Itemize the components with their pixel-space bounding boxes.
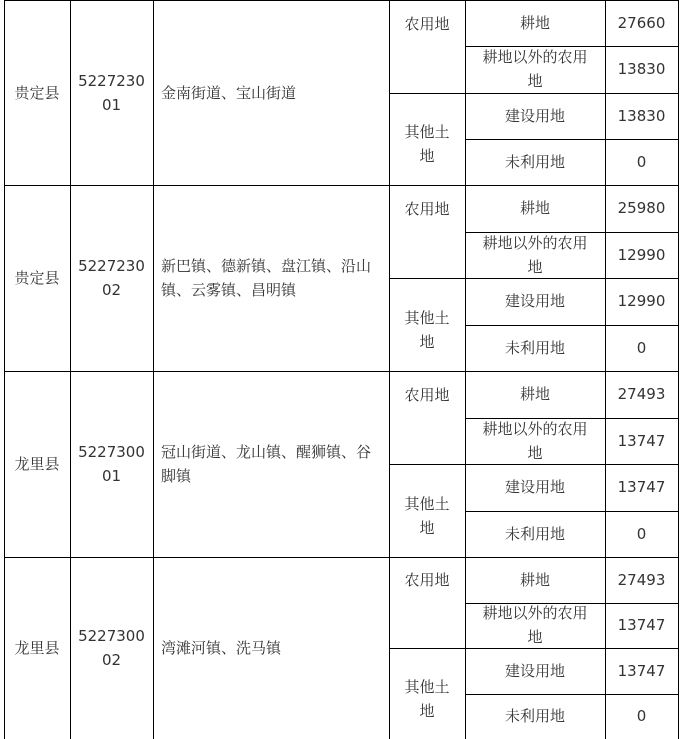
value-cultivated-text: 25980 — [617, 199, 666, 218]
column-border — [678, 0, 679, 739]
value-construction-text: 13747 — [617, 478, 666, 497]
subcategory-unused — [465, 511, 605, 558]
land-price-table — [4, 0, 682, 739]
subcategory-construction — [465, 464, 605, 511]
value-unused — [605, 511, 678, 558]
value-non-cultivated-agri — [605, 46, 678, 92]
subcategory-cultivated — [465, 185, 605, 232]
column-border — [4, 0, 5, 739]
subcategory-non-cultivated-agri — [465, 46, 605, 92]
subcategory-construction — [465, 278, 605, 325]
subcategory-unused — [465, 694, 605, 739]
subcategory-unused — [465, 325, 605, 372]
sub-divider — [465, 46, 679, 47]
subcategory-cultivated-text: 耕地 — [519, 385, 550, 404]
sub-divider — [465, 603, 679, 604]
value-non-cultivated-agri — [605, 603, 678, 649]
value-cultivated — [605, 0, 678, 46]
value-cultivated — [605, 371, 678, 418]
value-construction-text: 12990 — [617, 292, 666, 311]
subcategory-cultivated-text: 耕地 — [519, 14, 550, 33]
category-agricultural — [389, 0, 465, 93]
sub-divider — [465, 694, 679, 695]
value-unused-text: 0 — [636, 524, 647, 543]
subcategory-unused-text: 未利用地 — [504, 152, 565, 171]
value-unused — [605, 325, 678, 372]
category-other-land — [389, 278, 465, 371]
areas-cell-text: 新巴镇、德新镇、盘江镇、沿山镇、云雾镇、昌明镇 — [161, 257, 372, 299]
subcategory-non-cultivated-agri-text: 耕地以外的农用地 — [482, 48, 588, 91]
value-construction — [605, 93, 678, 139]
column-border — [465, 0, 466, 739]
subcategory-non-cultivated-agri — [465, 418, 605, 465]
value-non-cultivated-agri-text: 13747 — [617, 616, 666, 635]
value-cultivated-text: 27493 — [617, 570, 666, 589]
value-unused-text: 0 — [636, 338, 647, 357]
value-cultivated-text: 27493 — [617, 385, 666, 404]
county-cell — [4, 557, 70, 739]
value-construction — [605, 648, 678, 694]
category-other-land-text: 其他土地 — [404, 122, 450, 165]
subcategory-non-cultivated-agri-text: 耕地以外的农用地 — [482, 233, 588, 276]
subcategory-unused-text: 未利用地 — [504, 707, 565, 726]
county-cell — [4, 0, 70, 185]
subcategory-construction-text: 建设用地 — [504, 292, 565, 311]
value-unused-text: 0 — [636, 707, 647, 726]
code-cell-text: 522723002 — [78, 257, 145, 299]
sub-divider — [465, 232, 679, 233]
value-non-cultivated-agri-text: 13830 — [617, 60, 666, 79]
county-cell-text: 贵定县 — [14, 83, 60, 102]
column-border — [389, 0, 390, 739]
sub-divider — [465, 418, 679, 419]
value-non-cultivated-agri — [605, 418, 678, 465]
category-divider — [389, 278, 679, 279]
code-cell-text: 522730001 — [78, 443, 145, 485]
value-construction-text: 13747 — [617, 661, 666, 680]
subcategory-construction-text: 建设用地 — [504, 661, 565, 680]
subcategory-construction — [465, 93, 605, 139]
subcategory-non-cultivated-agri — [465, 603, 605, 649]
column-border — [153, 0, 154, 739]
subcategory-unused — [465, 139, 605, 185]
code-cell-text: 522723001 — [78, 71, 145, 114]
subcategory-cultivated — [465, 371, 605, 418]
value-unused — [605, 139, 678, 185]
subcategory-unused-text: 未利用地 — [504, 524, 565, 543]
value-non-cultivated-agri-text: 13747 — [617, 431, 666, 450]
value-cultivated — [605, 557, 678, 603]
value-unused — [605, 694, 678, 739]
areas-cell-text: 金南街道、宝山街道 — [161, 83, 297, 102]
category-agricultural — [389, 185, 465, 278]
areas-cell-text: 湾滩河镇、洗马镇 — [161, 639, 282, 657]
value-construction — [605, 464, 678, 511]
subcategory-construction-text: 建设用地 — [504, 106, 565, 125]
block-top-border — [4, 0, 679, 1]
category-agricultural-text: 农用地 — [404, 571, 450, 589]
areas-cell — [153, 371, 389, 557]
value-construction-text: 13830 — [617, 106, 666, 125]
category-divider — [389, 464, 679, 465]
value-cultivated — [605, 185, 678, 232]
category-other-land-text: 其他土地 — [404, 677, 450, 720]
subcategory-non-cultivated-agri — [465, 232, 605, 279]
value-non-cultivated-agri — [605, 232, 678, 279]
code-cell-text: 522730002 — [78, 627, 145, 669]
block-top-border — [4, 185, 679, 186]
county-cell — [4, 371, 70, 557]
county-cell — [4, 185, 70, 371]
code-cell — [70, 557, 153, 739]
subcategory-cultivated-text: 耕地 — [519, 199, 550, 218]
sub-divider — [465, 139, 679, 140]
code-cell — [70, 0, 153, 185]
areas-cell — [153, 557, 389, 739]
subcategory-non-cultivated-agri-text: 耕地以外的农用地 — [482, 604, 588, 647]
areas-cell — [153, 185, 389, 371]
category-other-land-text: 其他土地 — [404, 494, 450, 537]
subcategory-cultivated — [465, 557, 605, 603]
county-cell-text: 龙里县 — [14, 455, 60, 473]
subcategory-unused-text: 未利用地 — [504, 338, 565, 357]
subcategory-construction — [465, 648, 605, 694]
category-other-land — [389, 648, 465, 739]
category-divider — [389, 93, 679, 94]
category-agricultural — [389, 371, 465, 464]
sub-divider — [465, 325, 679, 326]
column-border — [605, 0, 606, 739]
subcategory-cultivated-text: 耕地 — [519, 570, 550, 589]
value-construction — [605, 278, 678, 325]
block-top-border — [4, 371, 679, 372]
value-non-cultivated-agri-text: 12990 — [617, 245, 666, 264]
sub-divider — [465, 511, 679, 512]
county-cell-text: 贵定县 — [14, 269, 60, 287]
block-top-border — [4, 557, 679, 558]
category-agricultural-text: 农用地 — [404, 14, 450, 33]
column-border — [70, 0, 71, 739]
category-other-land — [389, 93, 465, 186]
subcategory-cultivated — [465, 0, 605, 46]
category-other-land — [389, 464, 465, 557]
subcategory-non-cultivated-agri-text: 耕地以外的农用地 — [482, 419, 588, 462]
category-other-land-text: 其他土地 — [404, 308, 450, 351]
code-cell — [70, 185, 153, 371]
category-agricultural — [389, 557, 465, 648]
subcategory-construction-text: 建设用地 — [504, 478, 565, 497]
county-cell-text: 龙里县 — [14, 639, 60, 657]
category-agricultural-text: 农用地 — [404, 386, 450, 404]
value-cultivated-text: 27660 — [617, 14, 666, 33]
category-divider — [389, 648, 679, 649]
code-cell — [70, 371, 153, 557]
category-agricultural-text: 农用地 — [404, 200, 450, 218]
areas-cell-text: 冠山街道、龙山镇、醒狮镇、谷脚镇 — [161, 443, 372, 485]
areas-cell — [153, 0, 389, 185]
value-unused-text: 0 — [636, 152, 647, 171]
